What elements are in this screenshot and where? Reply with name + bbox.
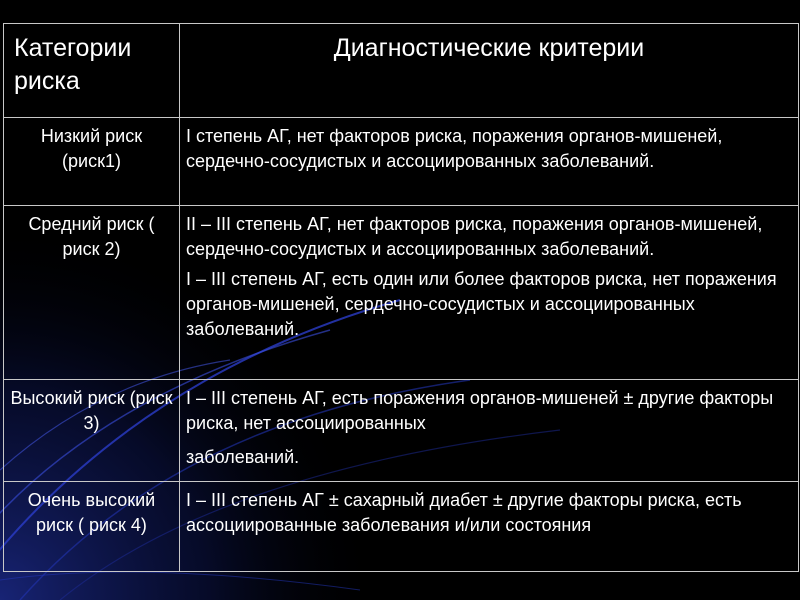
risk-table bbox=[3, 23, 799, 572]
header-risk-categories: Категории риска bbox=[4, 24, 180, 118]
header-diagnostic-criteria: Диагностические критерии bbox=[180, 24, 799, 118]
risk-category-very-high: Очень высокий риск ( риск 4) bbox=[4, 482, 180, 572]
criteria-cell bbox=[180, 118, 799, 206]
criteria-text: I – III степень АГ, есть один или более факторов риска, нет поражения органов-мишеней, сердечно-сосудистых и ассоциированных заболеваний. bbox=[186, 269, 777, 339]
risk-category-high: Высокий риск (риск 3) bbox=[4, 380, 180, 482]
criteria-text: II – III степень АГ, нет факторов риска, поражения органов-мишеней, сердечно-сосудистых и ассоциированных заболеваний. bbox=[186, 214, 763, 259]
table-header-row bbox=[4, 24, 799, 118]
criteria-text: I степень АГ, нет факторов риска, поражения органов-мишеней, сердечно-сосудистых и ассоциированных заболеваний. bbox=[186, 126, 723, 171]
table-row bbox=[4, 206, 799, 380]
table-row bbox=[4, 482, 799, 572]
table-row bbox=[4, 380, 799, 482]
criteria-cell bbox=[180, 380, 799, 482]
criteria-text: I – III степень АГ ± сахарный диабет ± другие факторы риска, есть ассоциированные заболевания и/или состояния bbox=[186, 490, 742, 535]
risk-category-medium: Средний риск ( риск 2) bbox=[4, 206, 180, 380]
criteria-text: заболеваний. bbox=[186, 447, 300, 467]
table-row bbox=[4, 118, 799, 206]
criteria-cell bbox=[180, 206, 799, 380]
risk-category-low: Низкий риск (риск1) bbox=[4, 118, 180, 206]
criteria-text: I – III степень АГ, есть поражения органов-мишеней ± другие факторы риска, нет ассоциированных bbox=[186, 388, 774, 433]
criteria-cell bbox=[180, 482, 799, 572]
